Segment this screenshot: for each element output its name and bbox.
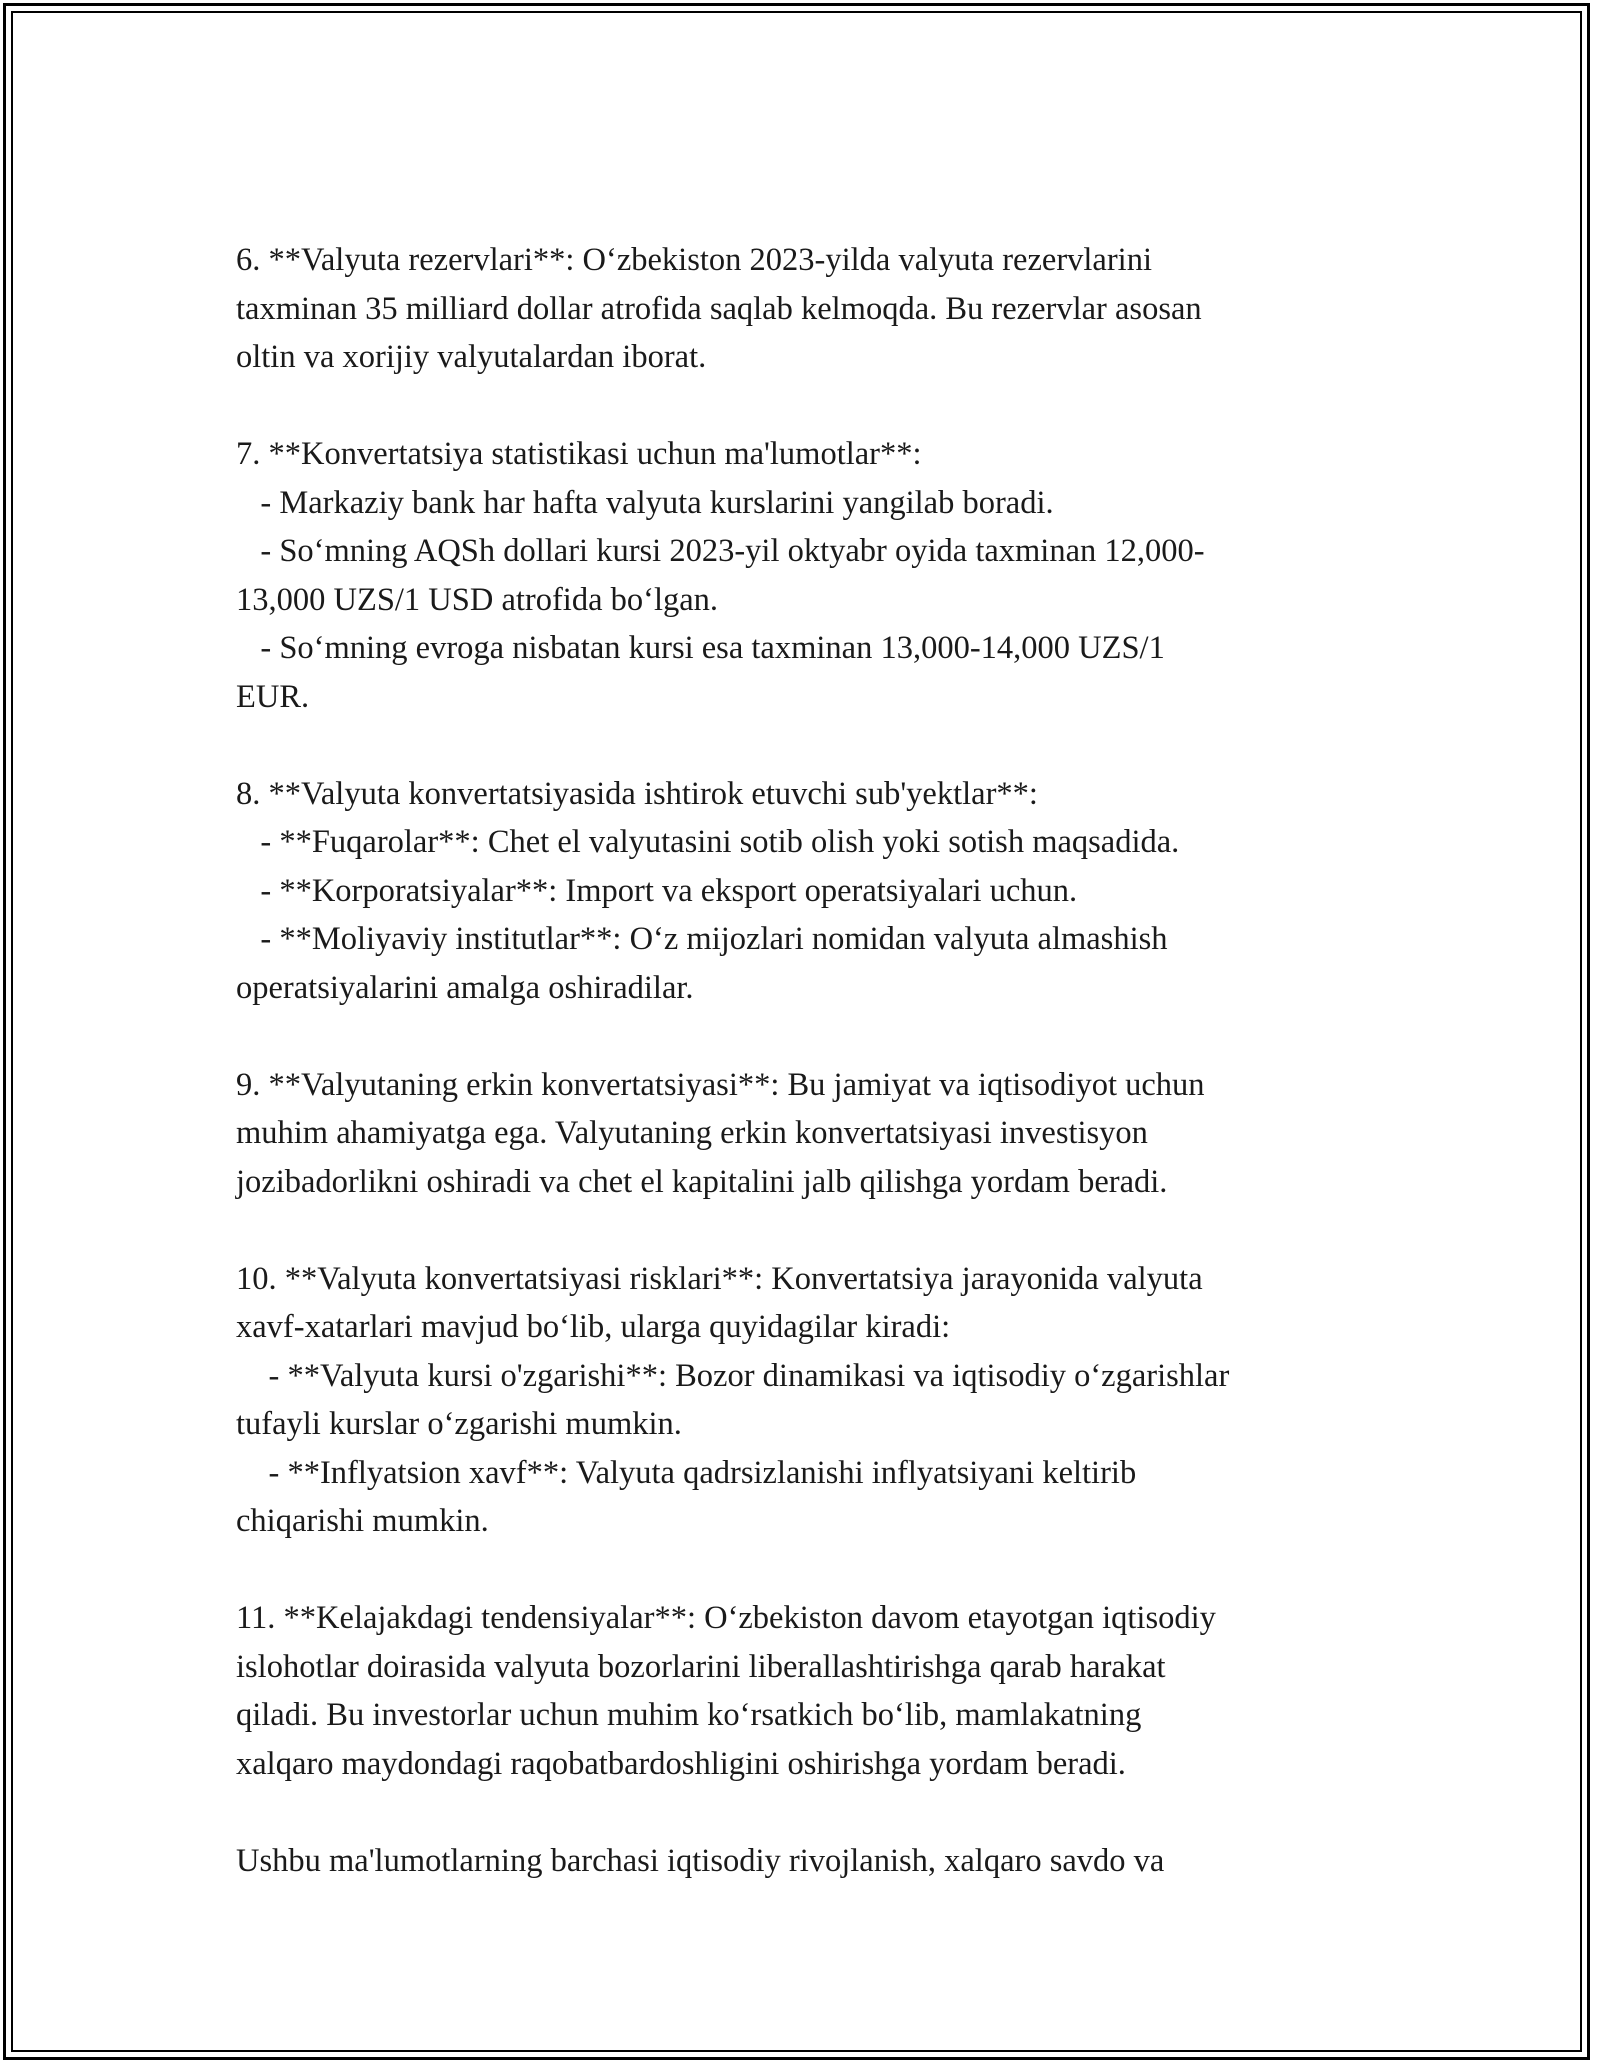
text-line: taxminan 35 milliard dollar atrofida saqlab kelmoqda. Bu rezervlar asosan: [236, 290, 1202, 327]
paragraph-currency-reserves: [236, 236, 1386, 382]
text-line: islohotlar doirasida valyuta bozorlarini liberallashtirishga qarab harakat: [236, 1648, 1166, 1685]
text-line: - So‘mning AQSh dollari kursi 2023-yil oktyabr oyida taxminan 12,000-: [236, 533, 1205, 569]
paragraph-free-conversion: [236, 1061, 1386, 1207]
document-body: [236, 236, 1386, 1885]
text-line: muhim ahamiyatga ega. Valyutaning erkin konvertatsiyasi investisyon: [236, 1115, 1148, 1151]
text-line: tufayli kurslar o‘zgarishi mumkin.: [236, 1406, 682, 1442]
paragraph-conversion-risks: [236, 1255, 1386, 1546]
text-line: - **Moliyaviy institutlar**: O‘z mijozlari nomidan valyuta almashish: [236, 921, 1168, 957]
text-line: jozibadorlikni oshiradi va chet el kapitalini jalb qilishga yordam beradi.: [236, 1163, 1168, 1200]
text-line: 13,000 UZS/1 USD atrofida bo‘lgan.: [236, 581, 719, 618]
text-line: EUR.: [236, 678, 310, 715]
text-line: oltin va xorijiy valyutalardan iborat.: [236, 339, 707, 375]
paragraph-future-trends: [236, 1594, 1386, 1788]
text-line: operatsiyalarini amalga oshiradilar.: [236, 969, 694, 1006]
text-line: - **Valyuta kursi o'zgarishi**: Bozor dinamikasi va iqtisodiy o‘zgarishlar: [236, 1357, 1230, 1394]
text-line: xavf-xatarlari mavjud bo‘lib, ularga quyidagilar kiradi:: [236, 1309, 951, 1345]
text-line: - **Inflyatsion xavf**: Valyuta qadrsizlanishi inflyatsiyani keltirib: [236, 1454, 1137, 1491]
paragraph-participants: [236, 770, 1386, 1013]
text-line: Ushbu ma'lumotlarning barchasi iqtisodiy rivojlanish, xalqaro savdo va: [236, 1842, 1165, 1879]
paragraph-closing: [236, 1837, 1386, 1886]
text-line: xalqaro maydondagi raqobatbardoshligini oshirishga yordam beradi.: [236, 1745, 1126, 1782]
text-line: 10. **Valyuta konvertatsiyasi risklari**: Konvertatsiya jarayonida valyuta: [236, 1260, 1203, 1297]
text-line: 8. **Valyuta konvertatsiyasida ishtirok etuvchi sub'yektlar**:: [236, 775, 1038, 812]
text-line: - Markaziy bank har hafta valyuta kurslarini yangilab boradi.: [236, 484, 1054, 521]
text-line: 6. **Valyuta rezervlari**: O‘zbekiston 2023-yilda valyuta rezervlarini: [236, 242, 1152, 278]
text-line: 11. **Kelajakdagi tendensiyalar**: O‘zbekiston davom etayotgan iqtisodiy: [236, 1600, 1216, 1636]
text-line: - **Fuqarolar**: Chet el valyutasini sotib olish yoki sotish maqsadida.: [236, 824, 1180, 860]
text-line: 7. **Konvertatsiya statistikasi uchun ma'lumotlar**:: [236, 436, 922, 472]
text-line: qiladi. Bu investorlar uchun muhim ko‘rsatkich bo‘lib, mamlakatning: [236, 1697, 1142, 1733]
text-line: - **Korporatsiyalar**: Import va eksport operatsiyalari uchun.: [236, 872, 1078, 909]
text-line: chiqarishi mumkin.: [236, 1503, 489, 1539]
text-line: - So‘mning evroga nisbatan kursi esa taxminan 13,000-14,000 UZS/1: [236, 630, 1165, 666]
text-line: 9. **Valyutaning erkin konvertatsiyasi**: Bu jamiyat va iqtisodiyot uchun: [236, 1066, 1205, 1103]
paragraph-conversion-statistics: [236, 430, 1386, 721]
